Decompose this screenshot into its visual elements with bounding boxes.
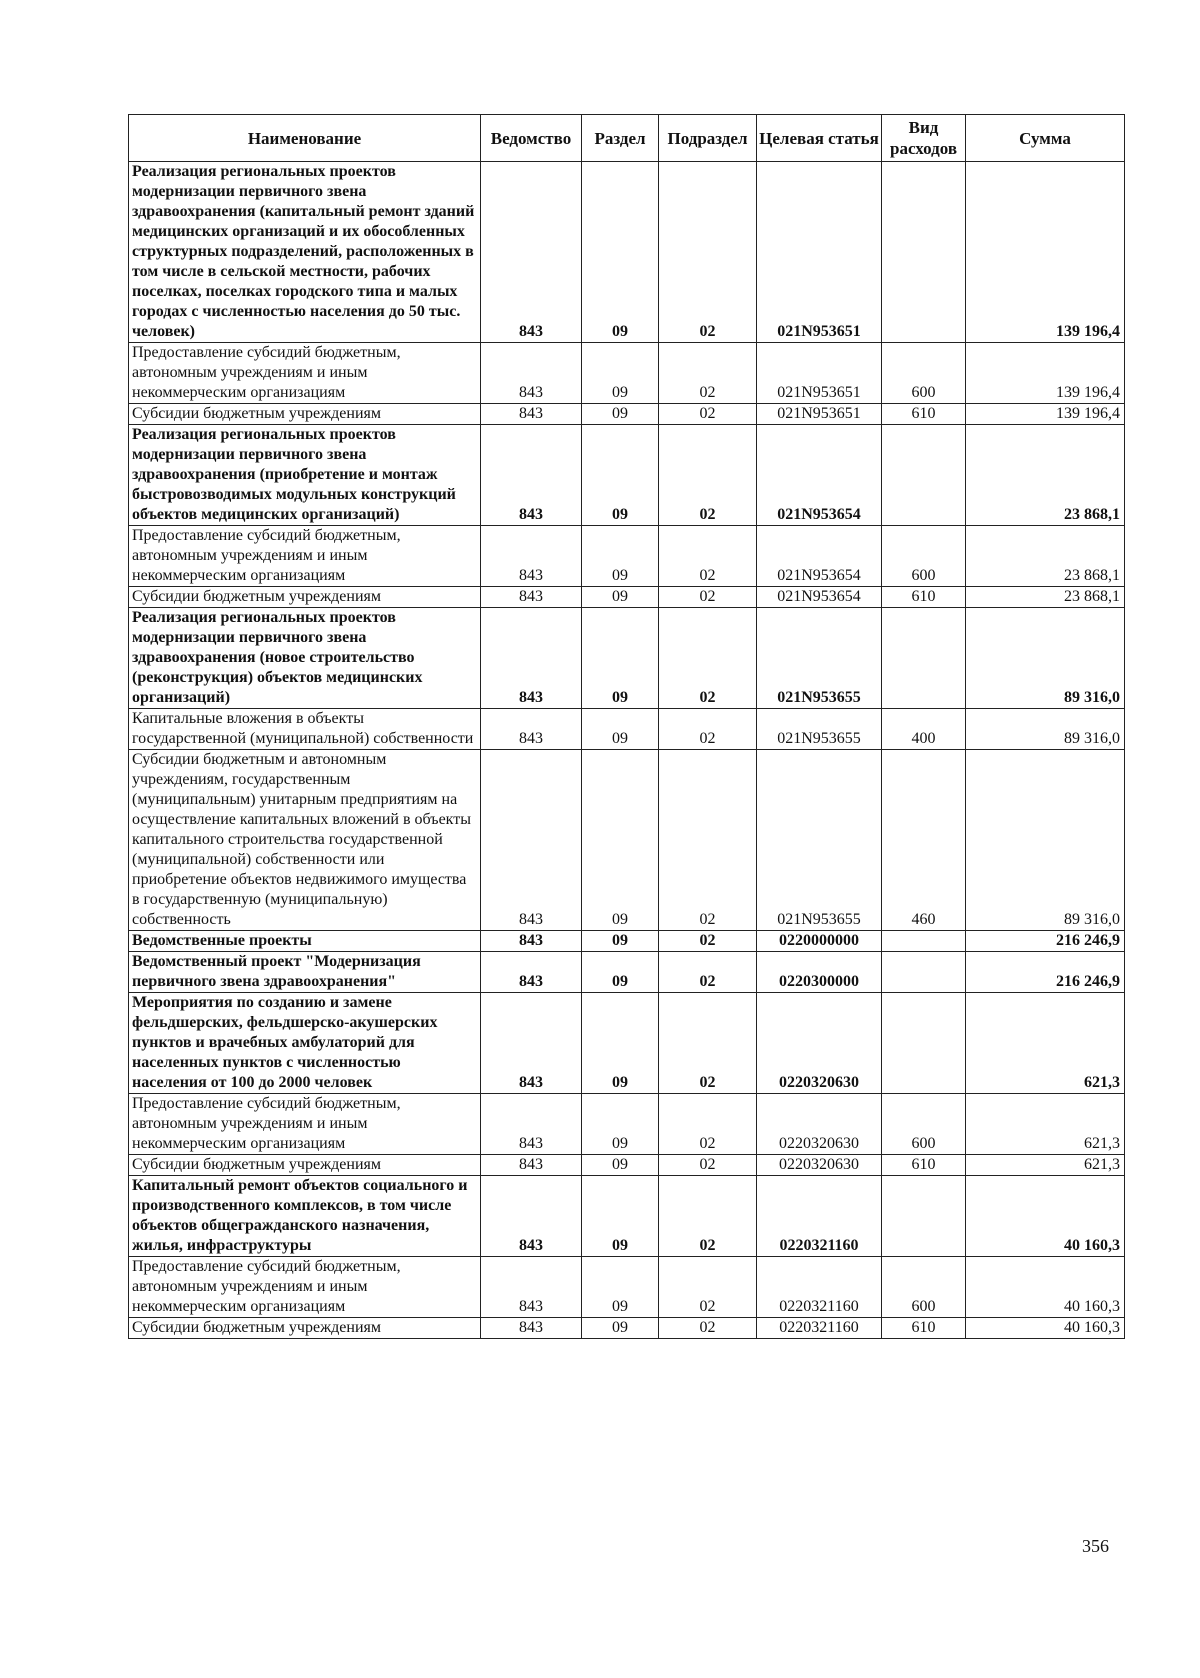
- cell-vedomstvo: 843: [481, 343, 582, 404]
- table-row: [129, 1176, 1125, 1257]
- cell-name: Ведомственный проект "Модернизация первичного звена здравоохранения": [129, 952, 481, 993]
- cell-summa: 40 160,3: [966, 1176, 1125, 1257]
- cell-name: Субсидии бюджетным учреждениям: [129, 1155, 481, 1176]
- cell-vid: 600: [882, 1094, 966, 1155]
- cell-celevaya: 0220320630: [757, 1155, 882, 1176]
- cell-podrazdel: 02: [659, 1155, 757, 1176]
- cell-vedomstvo: 843: [481, 709, 582, 750]
- cell-vedomstvo: 843: [481, 404, 582, 425]
- cell-razdel: 09: [582, 1155, 659, 1176]
- cell-vedomstvo: 843: [481, 587, 582, 608]
- cell-summa: 23 868,1: [966, 526, 1125, 587]
- cell-celevaya: 0220320630: [757, 1094, 882, 1155]
- cell-summa: 139 196,4: [966, 404, 1125, 425]
- cell-razdel: 09: [582, 425, 659, 526]
- cell-vid: 600: [882, 526, 966, 587]
- table-row: [129, 1257, 1125, 1318]
- header-razdel: Раздел: [582, 115, 659, 162]
- cell-summa: 139 196,4: [966, 343, 1125, 404]
- cell-summa: 89 316,0: [966, 608, 1125, 709]
- cell-razdel: 09: [582, 750, 659, 931]
- cell-podrazdel: 02: [659, 993, 757, 1094]
- cell-celevaya: 021N953651: [757, 404, 882, 425]
- cell-vid: 460: [882, 750, 966, 931]
- table-row: [129, 952, 1125, 993]
- cell-podrazdel: 02: [659, 1257, 757, 1318]
- cell-celevaya: 0220320630: [757, 993, 882, 1094]
- cell-vid: [882, 608, 966, 709]
- page-number: 356: [1082, 1536, 1109, 1556]
- cell-name: Субсидии бюджетным учреждениям: [129, 587, 481, 608]
- cell-vid: 400: [882, 709, 966, 750]
- cell-vedomstvo: 843: [481, 1176, 582, 1257]
- cell-podrazdel: 02: [659, 952, 757, 993]
- cell-podrazdel: 02: [659, 1176, 757, 1257]
- header-celevaya: Целевая статья: [757, 115, 882, 162]
- table-row: [129, 1155, 1125, 1176]
- cell-podrazdel: 02: [659, 425, 757, 526]
- cell-celevaya: 021N953655: [757, 608, 882, 709]
- cell-summa: 139 196,4: [966, 162, 1125, 343]
- cell-vid: 600: [882, 343, 966, 404]
- cell-vid: [882, 952, 966, 993]
- cell-celevaya: 0220000000: [757, 931, 882, 952]
- cell-razdel: 09: [582, 709, 659, 750]
- cell-razdel: 09: [582, 343, 659, 404]
- cell-name: Предоставление субсидий бюджетным, автономным учреждениям и иным некоммерческим организациям: [129, 1094, 481, 1155]
- cell-vid: [882, 162, 966, 343]
- cell-celevaya: 0220321160: [757, 1257, 882, 1318]
- cell-vedomstvo: 843: [481, 162, 582, 343]
- cell-vedomstvo: 843: [481, 931, 582, 952]
- cell-name: Субсидии бюджетным учреждениям: [129, 1318, 481, 1339]
- table-header: [129, 115, 1125, 162]
- cell-name: Субсидии бюджетным и автономным учреждениям, государственным (муниципальным) унитарным предприятиям на осуществление капитальных вложений в объекты капитального строительства государственной (муниципальной) собственности или приобретение объектов недвижимого имущества в государственную (муниципальную) собственность: [129, 750, 481, 931]
- cell-razdel: 09: [582, 952, 659, 993]
- table-row: [129, 404, 1125, 425]
- cell-razdel: 09: [582, 1094, 659, 1155]
- cell-vedomstvo: 843: [481, 1257, 582, 1318]
- cell-celevaya: 021N953654: [757, 587, 882, 608]
- cell-vid: 610: [882, 404, 966, 425]
- header-summa: Сумма: [966, 115, 1125, 162]
- cell-name: Мероприятия по созданию и замене фельдшерских, фельдшерско-акушерских пунктов и врачебных амбулаторий для населенных пунктов с численностью населения от 100 до 2000 человек: [129, 993, 481, 1094]
- header-name: Наименование: [129, 115, 481, 162]
- cell-name: Реализация региональных проектов модернизации первичного звена здравоохранения (новое строительство (реконструкция) объектов медицинских организаций): [129, 608, 481, 709]
- table-row: [129, 343, 1125, 404]
- cell-vedomstvo: 843: [481, 952, 582, 993]
- cell-razdel: 09: [582, 526, 659, 587]
- cell-name: Ведомственные проекты: [129, 931, 481, 952]
- cell-summa: 89 316,0: [966, 709, 1125, 750]
- cell-celevaya: 021N953655: [757, 709, 882, 750]
- table-row: [129, 709, 1125, 750]
- table-row: [129, 425, 1125, 526]
- cell-summa: 216 246,9: [966, 952, 1125, 993]
- table-row: [129, 526, 1125, 587]
- cell-name: Капитальный ремонт объектов социального и производственного комплексов, в том числе объектов общегражданского назначения, жилья, инфраструктуры: [129, 1176, 481, 1257]
- cell-name: Предоставление субсидий бюджетным, автономным учреждениям и иным некоммерческим организациям: [129, 343, 481, 404]
- cell-celevaya: 0220300000: [757, 952, 882, 993]
- cell-razdel: 09: [582, 931, 659, 952]
- table-row: [129, 993, 1125, 1094]
- cell-podrazdel: 02: [659, 162, 757, 343]
- table-row: [129, 162, 1125, 343]
- cell-podrazdel: 02: [659, 404, 757, 425]
- cell-podrazdel: 02: [659, 343, 757, 404]
- cell-podrazdel: 02: [659, 1318, 757, 1339]
- cell-podrazdel: 02: [659, 709, 757, 750]
- table-body: [129, 162, 1125, 1339]
- cell-celevaya: 0220321160: [757, 1176, 882, 1257]
- cell-name: Предоставление субсидий бюджетным, автономным учреждениям и иным некоммерческим организациям: [129, 526, 481, 587]
- cell-razdel: 09: [582, 1257, 659, 1318]
- cell-summa: 40 160,3: [966, 1257, 1125, 1318]
- cell-vid: 610: [882, 1155, 966, 1176]
- cell-vedomstvo: 843: [481, 425, 582, 526]
- cell-vid: [882, 993, 966, 1094]
- cell-name: Субсидии бюджетным учреждениям: [129, 404, 481, 425]
- cell-podrazdel: 02: [659, 931, 757, 952]
- table-row: [129, 1094, 1125, 1155]
- cell-podrazdel: 02: [659, 608, 757, 709]
- cell-podrazdel: 02: [659, 526, 757, 587]
- cell-vedomstvo: 843: [481, 993, 582, 1094]
- cell-name: Капитальные вложения в объекты государственной (муниципальной) собственности: [129, 709, 481, 750]
- table-row: [129, 750, 1125, 931]
- cell-podrazdel: 02: [659, 1094, 757, 1155]
- cell-celevaya: 021N953654: [757, 425, 882, 526]
- cell-name: Реализация региональных проектов модернизации первичного звена здравоохранения (приобретение и монтаж быстровозводимых модульных конструкций объектов медицинских организаций): [129, 425, 481, 526]
- cell-podrazdel: 02: [659, 750, 757, 931]
- cell-razdel: 09: [582, 1318, 659, 1339]
- cell-vid: [882, 1176, 966, 1257]
- cell-summa: 89 316,0: [966, 750, 1125, 931]
- budget-table: [128, 114, 1125, 1339]
- table-row: [129, 608, 1125, 709]
- cell-vedomstvo: 843: [481, 608, 582, 709]
- cell-vid: [882, 425, 966, 526]
- cell-vedomstvo: 843: [481, 526, 582, 587]
- cell-summa: 621,3: [966, 1094, 1125, 1155]
- cell-vid: 600: [882, 1257, 966, 1318]
- cell-vedomstvo: 843: [481, 1155, 582, 1176]
- cell-vedomstvo: 843: [481, 1318, 582, 1339]
- cell-celevaya: 021N953651: [757, 343, 882, 404]
- cell-vid: 610: [882, 587, 966, 608]
- cell-razdel: 09: [582, 404, 659, 425]
- cell-summa: 23 868,1: [966, 425, 1125, 526]
- cell-razdel: 09: [582, 1176, 659, 1257]
- cell-razdel: 09: [582, 608, 659, 709]
- cell-celevaya: 0220321160: [757, 1318, 882, 1339]
- cell-razdel: 09: [582, 993, 659, 1094]
- cell-celevaya: 021N953651: [757, 162, 882, 343]
- cell-vedomstvo: 843: [481, 750, 582, 931]
- cell-vedomstvo: 843: [481, 1094, 582, 1155]
- table-row: [129, 1318, 1125, 1339]
- cell-summa: 621,3: [966, 1155, 1125, 1176]
- cell-celevaya: 021N953655: [757, 750, 882, 931]
- cell-summa: 621,3: [966, 993, 1125, 1094]
- cell-celevaya: 021N953654: [757, 526, 882, 587]
- cell-podrazdel: 02: [659, 587, 757, 608]
- cell-name: Предоставление субсидий бюджетным, автономным учреждениям и иным некоммерческим организациям: [129, 1257, 481, 1318]
- cell-vid: [882, 931, 966, 952]
- header-row: [129, 115, 1125, 162]
- header-vedomstvo: Ведомство: [481, 115, 582, 162]
- cell-razdel: 09: [582, 162, 659, 343]
- header-vid: Вид расходов: [882, 115, 966, 162]
- header-podrazdel: Подраздел: [659, 115, 757, 162]
- cell-name: Реализация региональных проектов модернизации первичного звена здравоохранения (капитальный ремонт зданий медицинских организаций и их обособленных структурных подразделений, расположенных в том числе в сельской местности, рабочих поселках, поселках городского типа и малых городах с численностью населения до 50 тыс. человек): [129, 162, 481, 343]
- cell-razdel: 09: [582, 587, 659, 608]
- cell-summa: 23 868,1: [966, 587, 1125, 608]
- table-row: [129, 587, 1125, 608]
- cell-summa: 216 246,9: [966, 931, 1125, 952]
- cell-summa: 40 160,3: [966, 1318, 1125, 1339]
- table-row: [129, 931, 1125, 952]
- cell-vid: 610: [882, 1318, 966, 1339]
